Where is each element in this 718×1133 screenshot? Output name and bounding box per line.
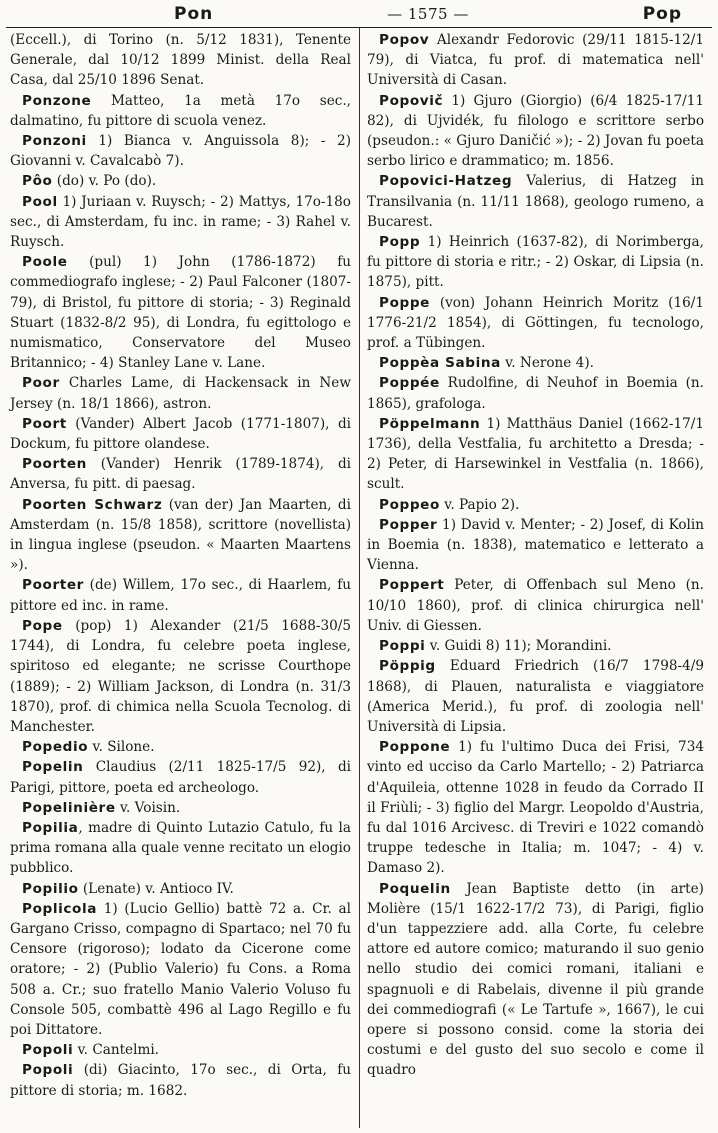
entry-text: (von) Johann Heinrich Moritz (16/1 1776-21/2 1854), di Göttingen, fu tecnologo, prof. a Tübingen. — [367, 294, 704, 352]
page-number: — 1575 — — [387, 4, 469, 23]
dictionary-entry — [367, 414, 704, 495]
entry-headword: Popilia — [22, 819, 79, 836]
dictionary-entry — [10, 454, 351, 494]
dictionary-entry — [367, 373, 704, 413]
dictionary-entry — [367, 737, 704, 878]
entry-text: v. Silone. — [88, 739, 155, 756]
dictionary-entry — [367, 293, 704, 354]
entry-text: 1) Juriaan v. Ruysch; - 2) Mattys, 17o-18o sec., di Amsterdam, fu inc. in rame; - 3) Rahel v. Ruysch. — [10, 193, 351, 251]
dictionary-entry — [10, 798, 351, 818]
entry-headword: Pope — [22, 617, 63, 634]
entry-text: 1) fu l'ultimo Duca dei Frisi, 734 vinto ed ucciso da Carlo Martello; - 2) Patriarca d'Aquileia, ottenne 1028 in feudo da Corrado II il Friùli; - 3) figlio del Margr. Leopoldo d'Austria, fu dal 1016 Arcivesc. di Treviri e 1022 comandò truppe tedesche in Italia; m. 1047; - 4) v. Damaso 2). — [367, 739, 704, 877]
entry-text: Jean Baptiste detto (in arte) Molière (15/1 1622-17/2 73), di Parigi, figlio d'un tappezziere add. alla Corte, fu celebre attore ed autore comico; maturando il suo genio nello studio dei comici romani, italiani e spagnuoli e di Rabelais, divenne il più grande dei commediografi (« Le Tartufe », 1667), le cui opere si possono consid. come la storia dei costumi e del gusto del suo secolo e come il quadro — [367, 880, 704, 1079]
entry-headword: Popedio — [22, 739, 89, 756]
entry-headword: Popov — [379, 32, 430, 48]
entry-text: Claudius (2/11 1825-17/5 92), di Parigi, pittore, poeta ed archeologo. — [10, 759, 351, 796]
entry-headword: Poplicola — [22, 900, 97, 917]
entry-text: (de) Willem, 17o sec., di Haarlem, fu pittore ed inc. in rame. — [10, 577, 351, 614]
dictionary-entry — [10, 30, 351, 91]
entry-headword: Poquelin — [379, 880, 451, 897]
dictionary-entry — [10, 899, 351, 1040]
dictionary-entry — [367, 353, 704, 373]
entry-text: Peter, di Offenbach sul Meno (n. 10/10 1860), prof. di clinica chirurgica nell' Univ. di Giessen. — [367, 577, 704, 634]
entry-text: (Vander) Henrik (1789-1874), di Anversa, fu pitt. di paesag. — [10, 456, 351, 493]
dictionary-entry — [367, 656, 704, 737]
entry-text: (Eccell.), di Torino (n. 5/12 1831), Tenente Generale, dal 10/12 1899 Minist. della Real Casa, dal 25/10 1896 Senat. — [10, 32, 351, 89]
entry-text: 1) Heinrich (1637-82), di Norimberga, fu pittore di storia e ritr.; - 2) Oskar, di Lipsia (n. 1875), pitt. — [367, 234, 704, 291]
entry-headword: Popper — [379, 516, 438, 533]
entry-headword: Ponzoni — [22, 133, 87, 150]
entry-text: v. Nerone 4). — [500, 355, 594, 372]
entry-text: v. Papio 2). — [439, 496, 520, 513]
entry-text: v. Guidi 8) 11); Morandini. — [425, 638, 612, 655]
dictionary-entry — [367, 91, 704, 172]
dictionary-entry — [10, 1040, 351, 1060]
dictionary-entry — [367, 515, 704, 576]
entry-headword: Popovič — [379, 92, 444, 109]
entry-headword: Pool — [22, 193, 58, 210]
right-column — [359, 28, 712, 1128]
dictionary-entry — [10, 818, 351, 879]
dictionary-entry — [10, 414, 351, 454]
dictionary-entry — [10, 879, 351, 899]
entry-text: 1) David v. Menter; - 2) Josef, di Kolin in Boemia (n. 1838), matematico e letterato a Vienna. — [367, 516, 704, 574]
entry-text: 1) Gjuro (Giorgio) (6/4 1825-17/11 82), di Ujvidék, fu filologo e scrittore serbo (pseudon.: « Gjuro Daničić »); - 2) Jovan fu poeta serbo lirico e drammatico; m. 1856. — [367, 92, 704, 170]
column-divider — [359, 28, 360, 1128]
dictionary-entry — [10, 495, 351, 576]
entry-text: Valerius, di Hatzeg in Transilvania (n. 11/11 1868), geologo rumeno, a Bucarest. — [367, 173, 704, 230]
dictionary-entry — [10, 91, 351, 131]
entry-text: Eduard Friedrich (16/7 1798-4/9 1868), di Plauen, naturalista e viaggiatore (America Merid.), fu prof. di zoologia nell' Università di Lipsia. — [367, 658, 704, 735]
entry-headword: Popelinière — [22, 799, 116, 816]
text-columns — [6, 28, 712, 1128]
dictionary-entry — [10, 616, 351, 737]
entry-text: (di) Giacinto, 17o sec., di Orta, fu pittore di storia; m. 1682. — [10, 1062, 351, 1099]
header-left-guideword: Pon — [174, 3, 214, 24]
dictionary-entry — [367, 575, 704, 636]
header-right-guideword: Pop — [642, 3, 682, 24]
entry-text: (van der) Jan Maarten, di Amsterdam (n. 15/8 1858), scrittore (novellista) in lingua inglese (pseudon. « Maarten Maartens »). — [10, 496, 351, 574]
dictionary-entry — [10, 1060, 351, 1100]
entry-headword: Poorter — [22, 577, 84, 594]
dictionary-entry — [10, 171, 351, 191]
dictionary-entry — [367, 879, 704, 1081]
page-header — [6, 0, 712, 28]
entry-headword: Popoli — [22, 1062, 74, 1079]
dictionary-entry — [10, 252, 351, 373]
entry-headword: Poppi — [379, 638, 426, 655]
dictionary-entry — [367, 495, 704, 515]
entry-headword: Poppée — [379, 375, 440, 392]
dictionary-entry — [10, 131, 351, 171]
entry-headword: Poppe — [379, 294, 430, 311]
entry-headword: Poppeo — [379, 496, 440, 513]
dictionary-entry — [10, 373, 351, 413]
entry-headword: Poorten Schwarz — [22, 496, 163, 513]
entry-text: Alexandr Fedorovic (29/11 1815-12/1 79), di Viatca, fu prof. di matematica nell' Università di Casan. — [367, 32, 704, 89]
entry-headword: Pôo — [22, 173, 53, 190]
entry-headword: Poor — [22, 375, 60, 392]
entry-headword: Poppert — [379, 577, 445, 594]
entry-text: 1) Matthäus Daniel (1662-17/1 1736), della Vestfalia, fu architetto a Dresda; - 2) Peter, di Harsewinkel in Vestfalia (n. 1866), scult. — [367, 415, 704, 493]
dictionary-entry — [367, 30, 704, 91]
entry-headword: Poort — [22, 415, 67, 432]
entry-text: v. Voisin. — [115, 799, 181, 816]
entry-headword: Ponzone — [22, 92, 92, 109]
entry-text: Matteo, 1a metà 17o sec., dalmatino, fu pittore di scuola venez. — [10, 92, 351, 129]
dictionary-entry — [367, 636, 704, 656]
entry-text: (Lenate) v. Antioco IV. — [78, 880, 234, 897]
entry-text: , madre di Quinto Lutazio Catulo, fu la prima romana alla quale venne recitato un elogio pubblico. — [10, 819, 351, 877]
entry-text: (pop) 1) Alexander (21/5 1688-30/5 1744), di Londra, fu celebre poeta inglese, spiritoso ed elegante; ne scrisse Courthope (1889); - 2) William Jackson, di Londra (n. 31/3 1870), prof. di chimica nella Scuola Tecnolog. di Manchester. — [10, 617, 351, 735]
dictionary-entry — [367, 171, 704, 232]
entry-text: Charles Lame, di Hackensack in New Jersey (n. 18/1 1866), astron. — [10, 375, 351, 412]
entry-headword: Pöppelmann — [379, 415, 481, 432]
entry-text: Rudolfine, di Neuhof in Boemia (n. 1865), grafologa. — [367, 375, 704, 412]
dictionary-entry — [367, 232, 704, 293]
entry-text: (Vander) Albert Jacob (1771-1807), di Dockum, fu pittore olandese. — [10, 415, 351, 453]
entry-headword: Popelin — [22, 759, 84, 776]
entry-headword: Poppone — [379, 739, 451, 756]
entry-headword: Popoli — [22, 1042, 74, 1059]
entry-headword: Popovici-Hatzeg — [379, 173, 513, 190]
entry-headword: Poole — [22, 254, 68, 271]
entry-text: v. Cantelmi. — [73, 1042, 160, 1059]
entry-text: 1) Bianca v. Anguissola 8); - 2) Giovanni v. Cavalcabò 7). — [10, 133, 351, 170]
entry-headword: Popilio — [22, 880, 79, 897]
entry-headword: Poppèa Sabina — [379, 355, 501, 372]
entry-text: (pul) 1) John (1786-1872) fu commediografo inglese; - 2) Paul Falconer (1807-79), di Bristol, fu pittore di storia; - 3) Reginald Stuart (1832-8/2 95), di Londra, fu egittologo e numismatico, Conservatore del Museo Britannico; - 4) Stanley Lane v. Lane. — [10, 254, 351, 372]
entry-text: 1) (Lucio Gellio) battè 72 a. Cr. al Gargano Crisso, compagno di Spartaco; nel 70 fu Censore (rigoroso); lodato da Cicerone come oratore; - 2) (Publio Valerio) fu Cons. a Roma 508 a. Cr.; suo fratello Manio Valerio Voluso fu Console 505, combattè 496 al Lago Regillo e fu poi Dittatore. — [10, 900, 351, 1038]
dictionary-entry — [10, 575, 351, 615]
left-column — [6, 28, 359, 1128]
entry-headword: Popp — [379, 234, 421, 251]
entry-text: (do) v. Po (do). — [52, 173, 157, 190]
dictionary-entry — [10, 737, 351, 757]
entry-headword: Pöppig — [379, 658, 436, 675]
entry-headword: Poorten — [22, 456, 87, 473]
dictionary-entry — [10, 757, 351, 797]
dictionary-entry — [10, 192, 351, 253]
